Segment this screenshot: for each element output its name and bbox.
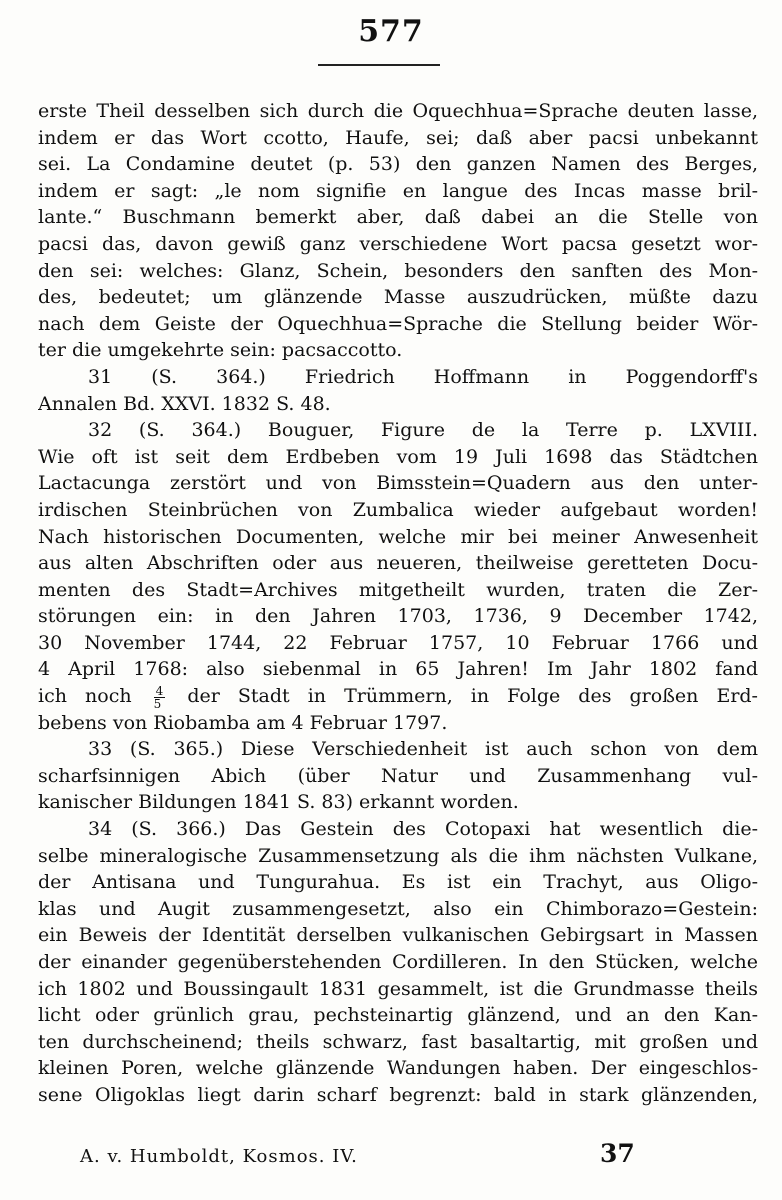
text-line bbox=[38, 630, 758, 657]
text-line-content: störungen ein: in den Jahren 1703, 1736, 9 December 1742, bbox=[38, 605, 758, 628]
text-line bbox=[38, 1002, 758, 1029]
text-line-content: Lactacunga zerstört und von Bimsstein=Quadern aus den unter- bbox=[38, 472, 758, 495]
text-line-content: Nach historischen Documenten, welche mir bei meiner Anwesenheit bbox=[38, 525, 758, 548]
text-line bbox=[38, 976, 758, 1003]
text-line-content: kanischer Bildungen 1841 S. 83) erkannt worden. bbox=[38, 791, 519, 814]
text-line-content: den sei: welches: Glanz, Schein, besonders den sanften des Mon- bbox=[38, 259, 758, 282]
text-line-content: licht oder grünlich grau, pechsteinartig glänzend, und an den Kan- bbox=[38, 1004, 758, 1027]
text-line bbox=[38, 417, 758, 444]
text-line bbox=[38, 656, 758, 683]
text-line-content: Annalen Bd. XXVI. 1832 S. 48. bbox=[38, 392, 331, 415]
text-line bbox=[38, 763, 758, 790]
text-line bbox=[38, 710, 758, 737]
header-rule bbox=[318, 64, 440, 66]
text-line-content: sei. La Condamine deutet (p. 53) den ganzen Namen des Berges, bbox=[38, 153, 758, 176]
page-number: 577 bbox=[358, 14, 424, 49]
text-line-content: selbe mineralogische Zusammensetzung als die ihm nächsten Vulkane, bbox=[38, 844, 758, 867]
text-line bbox=[38, 204, 758, 231]
text-line-content: der Antisana und Tungurahua. Es ist ein Trachyt, aus Oligo- bbox=[38, 871, 758, 894]
text-line-content: des, bedeutet; um glänzende Masse auszudrücken, müßte dazu bbox=[38, 286, 758, 309]
text-line bbox=[38, 683, 758, 710]
text-line-content: ter die umgekehrte sein: pacsaccotto. bbox=[38, 339, 403, 362]
text-line-content: kleinen Poren, welche glänzende Wandungen haben. Der eingeschlos- bbox=[38, 1057, 758, 1080]
text-line bbox=[38, 603, 758, 630]
text-line-content: 30 November 1744, 22 Februar 1757, 10 Februar 1766 und bbox=[38, 631, 758, 654]
text-line-content: scharfsinnigen Abich (über Natur und Zusammenhang vul- bbox=[38, 764, 758, 787]
text-line bbox=[38, 258, 758, 285]
footer-signature: A. v. Humboldt, Kosmos. IV. bbox=[80, 1146, 358, 1167]
text-line-content: Wie oft ist seit dem Erdbeben vom 19 Juli 1698 das Städtchen bbox=[38, 445, 758, 468]
text-line bbox=[38, 736, 758, 763]
text-line-content: erste Theil desselben sich durch die Oquechhua=Sprache deuten lasse, bbox=[38, 100, 758, 122]
text-line-content: der einander gegenüberstehenden Cordilleren. In den Stücken, welche bbox=[38, 951, 758, 973]
text-line-content: klas und Augit zusammengesetzt, also ein Chimborazo=Gestein: bbox=[38, 897, 758, 920]
text-line bbox=[38, 816, 758, 843]
text-line bbox=[38, 843, 758, 870]
text-line-content: ten durchscheinend; theils schwarz, fast basaltartig, mit großen und bbox=[38, 1030, 758, 1053]
text-line-content: indem er sagt: „le nom signifie en langue des Incas masse bril- bbox=[38, 179, 758, 202]
text-line bbox=[38, 470, 758, 497]
text-line bbox=[38, 98, 758, 125]
text-line bbox=[38, 337, 758, 364]
text-line-content: 34 (S. 366.) Das Gestein des Cotopaxi hat wesentlich die- bbox=[88, 818, 758, 841]
footer-sheet-number: 37 bbox=[600, 1139, 635, 1168]
text-line bbox=[38, 577, 758, 604]
text-line-content: pacsi das, davon gewiß ganz verschiedene Wort pacsa gesetzt wor- bbox=[38, 232, 758, 255]
text-line bbox=[38, 497, 758, 524]
text-line-content: lante.“ Buschmann bemerkt aber, daß dabei an die Stelle von bbox=[38, 206, 758, 229]
text-line bbox=[38, 284, 758, 311]
text-line-content: ein Beweis der Identität derselben vulkanischen Gebirgsart in Massen bbox=[38, 924, 758, 947]
text-line-continuation: der Stadt in Trümmern, in Folge des großen Erd- bbox=[187, 685, 758, 708]
text-line bbox=[38, 125, 758, 152]
fraction bbox=[154, 685, 166, 710]
text-line bbox=[38, 1082, 758, 1109]
fraction-denominator: 5 bbox=[153, 696, 162, 710]
text-line bbox=[38, 922, 758, 949]
text-line-content: irdischen Steinbrüchen von Zumbalica wieder aufgebaut worden! bbox=[38, 498, 758, 521]
text-line-content: ich noch bbox=[38, 685, 132, 708]
text-line-content: aus alten Abschriften oder aus neueren, theilweise geretteten Docu- bbox=[38, 552, 758, 575]
text-line-content: ich 1802 und Boussingault 1831 gesammelt, ist die Grundmasse theils bbox=[38, 977, 758, 1000]
text-line-content: sene Oligoklas liegt darin scharf begrenzt: bald in stark glänzenden, bbox=[38, 1083, 758, 1106]
text-line bbox=[38, 789, 758, 816]
text-line-content: 32 (S. 364.) Bouguer, Figure de la Terre p. LXVIII. bbox=[88, 419, 758, 442]
text-line bbox=[38, 1055, 758, 1082]
text-line bbox=[38, 231, 758, 258]
text-line bbox=[38, 364, 758, 391]
text-line bbox=[38, 949, 758, 976]
page-body bbox=[38, 98, 758, 1138]
text-line bbox=[38, 151, 758, 178]
text-line bbox=[38, 550, 758, 577]
fraction-numerator: 4 bbox=[155, 683, 164, 698]
text-line-content: 31 (S. 364.) Friedrich Hoffmann in Poggendorff's bbox=[88, 365, 758, 388]
text-line-content: nach dem Geiste der Oquechhua=Sprache die Stellung beider Wör- bbox=[38, 312, 758, 335]
text-line bbox=[38, 311, 758, 338]
text-line bbox=[38, 178, 758, 205]
text-line-content: 4 April 1768: also siebenmal in 65 Jahren! Im Jahr 1802 fand bbox=[38, 658, 758, 681]
text-line bbox=[38, 444, 758, 471]
text-line-content: bebens von Riobamba am 4 Februar 1797. bbox=[38, 711, 448, 734]
text-line bbox=[38, 1029, 758, 1056]
text-line bbox=[38, 524, 758, 551]
text-line-content: 33 (S. 365.) Diese Verschiedenheit ist auch schon von dem bbox=[88, 738, 758, 761]
text-line-content: indem er das Wort ccotto, Haufe, sei; daß aber pacsi unbekannt bbox=[38, 126, 758, 149]
text-line bbox=[38, 896, 758, 923]
text-line bbox=[38, 869, 758, 896]
text-line-content: menten des Stadt=Archives mitgetheilt wurden, traten die Zer- bbox=[38, 578, 758, 601]
text-line bbox=[38, 391, 758, 418]
